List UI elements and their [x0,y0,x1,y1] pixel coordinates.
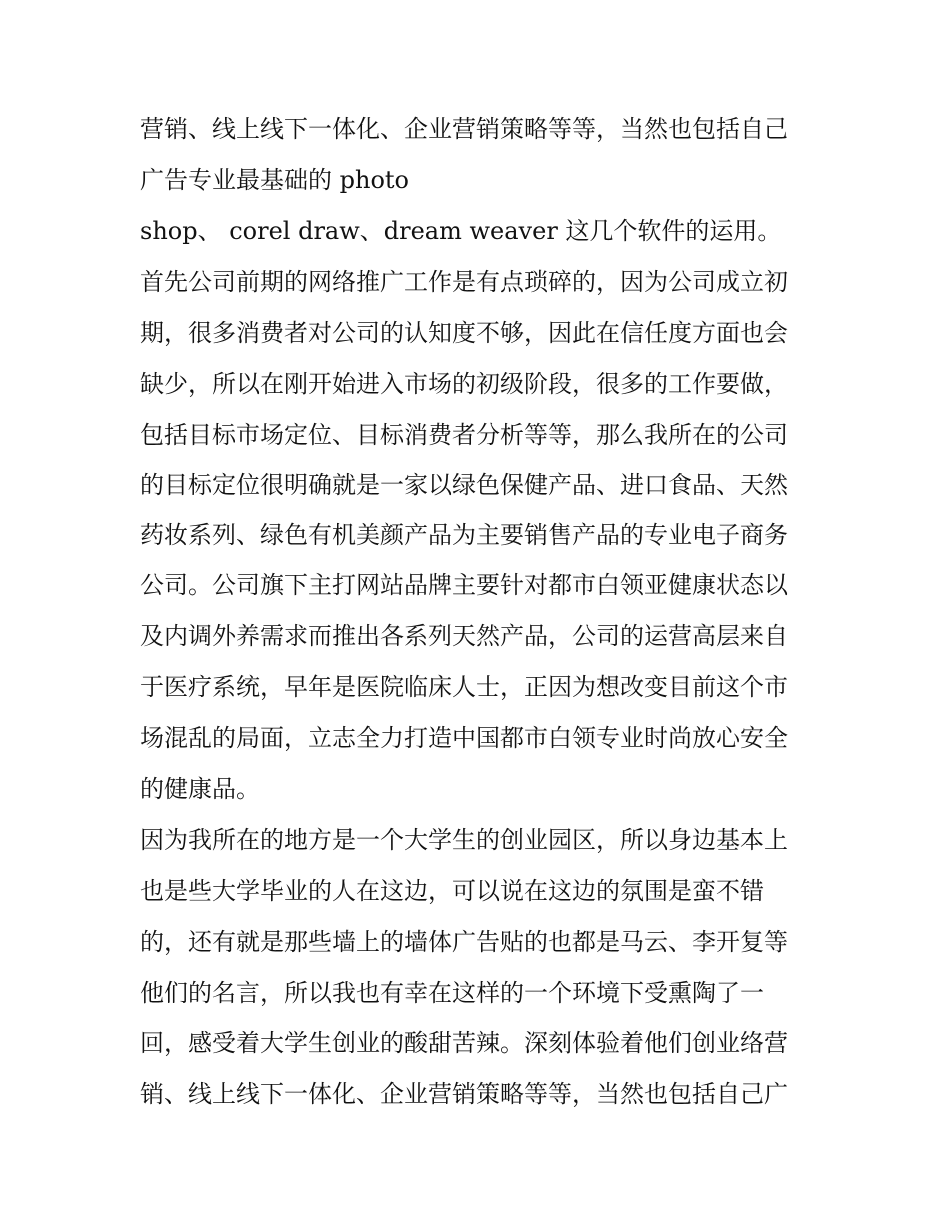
text-line: 因为我所在的地方是一个大学生的创业园区，所以身边基本上 [140,826,788,854]
text-line: 场混乱的局面，立志全力打造中国都市白领专业时尚放心安全 [140,724,788,752]
text-line: 公司。公司旗下主打网站品牌主要针对都市白领亚健康状态以 [140,571,788,599]
text-line: 期，很多消费者对公司的认知度不够，因此在信任度方面也会 [140,319,788,347]
text-line: 也是些大学毕业的人在这边，可以说在这边的氛围是蛮不错 [140,877,764,905]
text-line: 销、线上线下一体化、企业营销策略等等，当然也包括自己广 [140,1080,788,1108]
text-line: 的，还有就是那些墙上的墙体广告贴的也都是马云、李开复等 [140,928,788,956]
text-line: 的健康品。 [140,775,260,803]
text-line: 于医疗系统，早年是医院临床人士，正因为想改变目前这个市 [140,673,788,701]
text-line: 回，感受着大学生创业的酸甜苦辣。深刻体验着他们创业络营 [140,1029,788,1057]
text-line: 及内调外养需求而推出各系列天然产品，公司的运营高层来自 [140,622,788,650]
text-line: 营销、线上线下一体化、企业营销策略等等，当然也包括自己 [140,115,788,143]
text-line: shop、 corel draw、dream weaver 这几个软件的运用。 [140,217,782,245]
text-line: 首先公司前期的网络推广工作是有点琐碎的，因为公司成立初 [140,268,788,296]
text-line: 药妆系列、绿色有机美颜产品为主要销售产品的专业电子商务 [140,521,788,549]
text-line: 的目标定位很明确就是一家以绿色保健产品、进口食品、天然 [140,471,788,499]
text-line: 广告专业最基础的 photo [140,166,409,194]
text-line: 缺少，所以在刚开始进入市场的初级阶段，很多的工作要做， [140,370,788,398]
text-line: 包括目标市场定位、目标消费者分析等等，那么我所在的公司 [140,421,788,449]
text-line: 他们的名言，所以我也有幸在这样的一个环境下受熏陶了一 [140,979,764,1007]
